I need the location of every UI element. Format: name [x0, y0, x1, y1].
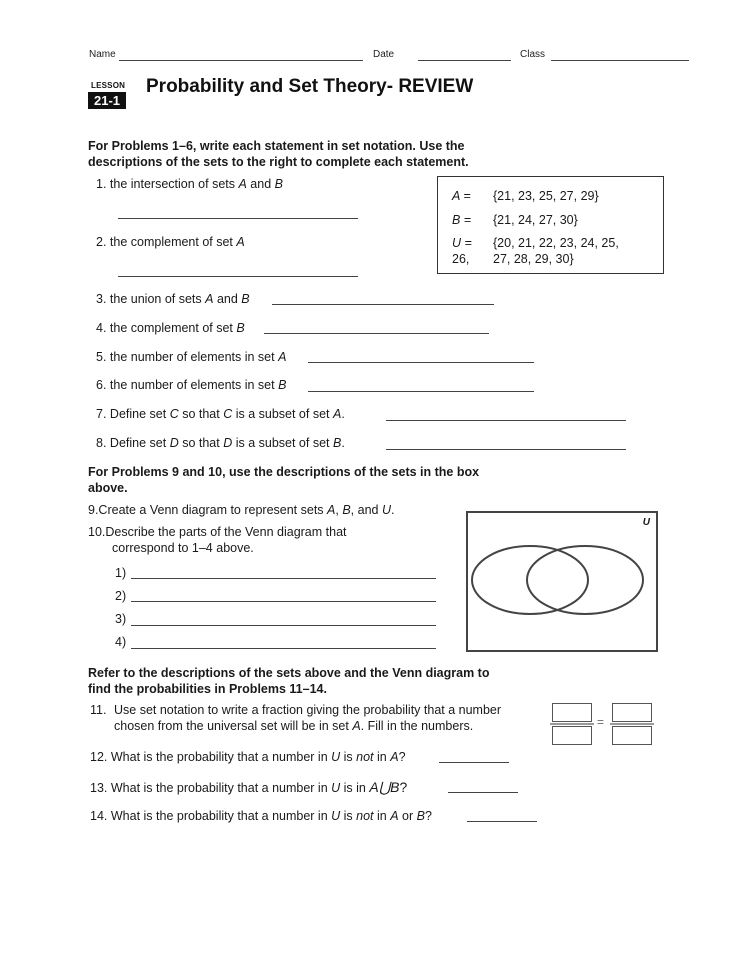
problem-14 [90, 809, 432, 823]
problem-11-number: 11. [90, 703, 107, 717]
venn-diagram[interactable] [466, 511, 658, 652]
equals-sign: = [597, 715, 605, 729]
set-b-label: B = [452, 213, 472, 227]
answer-line-3[interactable] [272, 304, 494, 305]
circle-a[interactable] [472, 546, 588, 614]
problem-text: Define set [109, 436, 170, 450]
union-expression: A⋃B [369, 779, 400, 795]
answer-line-7[interactable] [386, 420, 626, 421]
set-a-value: {21, 23, 25, 27, 29} [493, 189, 599, 203]
problem-text: is [340, 750, 357, 764]
problem-text: and [213, 292, 242, 306]
problem-6 [96, 378, 286, 392]
emphasis: not [356, 750, 374, 764]
part-3-label: 3) [115, 612, 127, 626]
set-var: B [342, 503, 351, 517]
problem-text: the complement of set [109, 321, 237, 335]
problem-text: , [335, 503, 343, 517]
set-var: B [241, 292, 250, 306]
problem-4 [96, 321, 245, 335]
part-2-answer-line[interactable] [131, 601, 436, 602]
problem-text: in [373, 809, 391, 823]
set-var: A [327, 503, 336, 517]
problem-5 [96, 350, 286, 364]
problem-12 [90, 750, 406, 764]
set-var: A [205, 292, 214, 306]
fraction-2-bar [610, 723, 654, 725]
set-var: A [332, 407, 342, 421]
answer-line-12[interactable] [439, 762, 509, 763]
part-3-answer-line[interactable] [131, 625, 436, 626]
problem-number: 3. [96, 292, 107, 306]
set-var: C [169, 407, 179, 421]
part-2-label: 2) [115, 589, 127, 603]
set-var: B [274, 177, 283, 191]
problem-10-line1: 10.Describe the parts of the Venn diagram that [88, 525, 347, 539]
part-1-label: 1) [115, 566, 127, 580]
name-label: Name [89, 49, 116, 60]
problem-text: ? [424, 809, 432, 823]
answer-line-13[interactable] [448, 792, 518, 793]
class-field[interactable] [551, 60, 689, 61]
venn-circles [468, 513, 656, 650]
section2-instructions-line1: For Problems 9 and 10, use the descriptions of the sets in the box [88, 465, 480, 479]
problem-text: is in [340, 781, 370, 795]
set-u-value-line1: {20, 21, 22, 23, 24, 25, [493, 236, 619, 250]
problem-13 [90, 779, 407, 796]
problem-number: 2. [96, 235, 107, 249]
problem-text: is a subset of set [232, 407, 333, 421]
problem-text: the intersection of sets [109, 177, 239, 191]
problem-number: 14. [90, 809, 108, 823]
answer-line-8[interactable] [386, 449, 626, 450]
set-var: B [278, 378, 287, 392]
set-u-label-cont: 26, [452, 252, 470, 266]
problem-11-line2 [114, 719, 473, 733]
set-var: U [381, 503, 391, 517]
problem-text: . [390, 503, 395, 517]
problem-10-line2: correspond to 1–4 above. [112, 541, 254, 555]
part-1-answer-line[interactable] [131, 578, 436, 579]
set-var: B [332, 436, 342, 450]
problem-7 [96, 407, 345, 421]
problem-number: 8. [96, 436, 107, 450]
problem-text: Define set [109, 407, 170, 421]
set-var: U [331, 781, 341, 795]
name-field[interactable] [119, 60, 363, 61]
fraction-2-denominator-box[interactable] [612, 726, 652, 745]
problem-number: 13. [90, 781, 108, 795]
problem-number: 5. [96, 350, 107, 364]
problem-text: ? [398, 750, 406, 764]
date-label: Date [373, 49, 395, 60]
set-var: B [416, 809, 425, 823]
problem-text: so that [178, 436, 224, 450]
section1-instructions-line2: descriptions of the sets to the right to complete each statement. [88, 155, 469, 169]
problem-text: the number of elements in set [109, 378, 279, 392]
page-title: Probability and Set Theory- REVIEW [146, 76, 474, 97]
answer-line-5[interactable] [308, 362, 534, 363]
section1-instructions-line1: For Problems 1–6, write each statement in set notation. Use the [88, 139, 465, 153]
problem-3 [96, 292, 250, 306]
problem-text: . Fill in the numbers. [360, 719, 474, 733]
problem-text: . [341, 436, 345, 450]
problem-text: What is the probability that a number in [110, 781, 332, 795]
problem-text: What is the probability that a number in [110, 809, 332, 823]
set-var: D [169, 436, 179, 450]
set-var: A [278, 350, 287, 364]
part-4-label: 4) [115, 635, 127, 649]
set-var: A [238, 177, 247, 191]
problem-number: 4. [96, 321, 107, 335]
problem-text: . [341, 407, 345, 421]
problem-text: the union of sets [109, 292, 206, 306]
set-u-label: U = [452, 236, 472, 250]
lesson-label: LESSON [91, 81, 126, 90]
problem-text: in [373, 750, 391, 764]
part-4-answer-line[interactable] [131, 648, 436, 649]
fraction-1-denominator-box[interactable] [552, 726, 592, 745]
problem-text: or [398, 809, 417, 823]
set-var: D [223, 436, 233, 450]
set-var: U [331, 809, 341, 823]
class-label: Class [520, 49, 546, 60]
fraction-1-numerator-box[interactable] [552, 703, 592, 722]
set-b-value: {21, 24, 27, 30} [493, 213, 578, 227]
set-definitions-box [437, 176, 664, 274]
problem-text: the number of elements in set [109, 350, 279, 364]
section3-instructions-line2: find the probabilities in Problems 11–14. [88, 682, 327, 696]
answer-line-6[interactable] [308, 391, 534, 392]
problem-text: 9.Create a Venn diagram to represent sets [88, 503, 328, 517]
problem-number: 6. [96, 378, 107, 392]
problem-text: ? [399, 779, 408, 795]
set-var: U [331, 750, 341, 764]
set-var: C [223, 407, 233, 421]
set-var: A [236, 235, 245, 249]
answer-line-14[interactable] [467, 821, 537, 822]
set-var: B [236, 321, 245, 335]
problem-text: is a subset of set [232, 436, 333, 450]
problem-text: , and [350, 503, 382, 517]
set-u-value-line2: 27, 28, 29, 30} [493, 252, 574, 266]
set-var: A [390, 750, 399, 764]
problem-text: so that [178, 407, 224, 421]
problem-2 [96, 235, 245, 249]
problem-number: 7. [96, 407, 107, 421]
fraction-2-numerator-box[interactable] [612, 703, 652, 722]
lesson-number-badge: 21-1 [88, 92, 126, 109]
universal-set-label: U [642, 517, 650, 528]
problem-9 [88, 503, 394, 517]
problem-text: the complement of set [109, 235, 237, 249]
problem-text: chosen from the universal set will be in set [114, 719, 353, 733]
problem-number: 1. [96, 177, 107, 191]
problem-number: 12. [90, 750, 108, 764]
date-field[interactable] [418, 60, 511, 61]
fraction-equation [550, 701, 660, 747]
problem-text: What is the probability that a number in [110, 750, 332, 764]
set-var: A [352, 719, 361, 733]
set-a-label: A = [452, 189, 471, 203]
answer-line-2[interactable] [118, 276, 358, 277]
problem-1 [96, 177, 283, 191]
set-var: A [390, 809, 399, 823]
answer-line-4[interactable] [264, 333, 489, 334]
fraction-1-bar [550, 723, 594, 725]
section2-instructions-line2: above. [88, 481, 128, 495]
circle-b[interactable] [527, 546, 643, 614]
problem-text: is [340, 809, 357, 823]
answer-line-1[interactable] [118, 218, 358, 219]
section3-instructions-line1: Refer to the descriptions of the sets above and the Venn diagram to [88, 666, 490, 680]
problem-text: and [246, 177, 275, 191]
problem-11-line1: Use set notation to write a fraction giving the probability that a number [114, 703, 502, 717]
emphasis: not [356, 809, 374, 823]
problem-8 [96, 436, 345, 450]
